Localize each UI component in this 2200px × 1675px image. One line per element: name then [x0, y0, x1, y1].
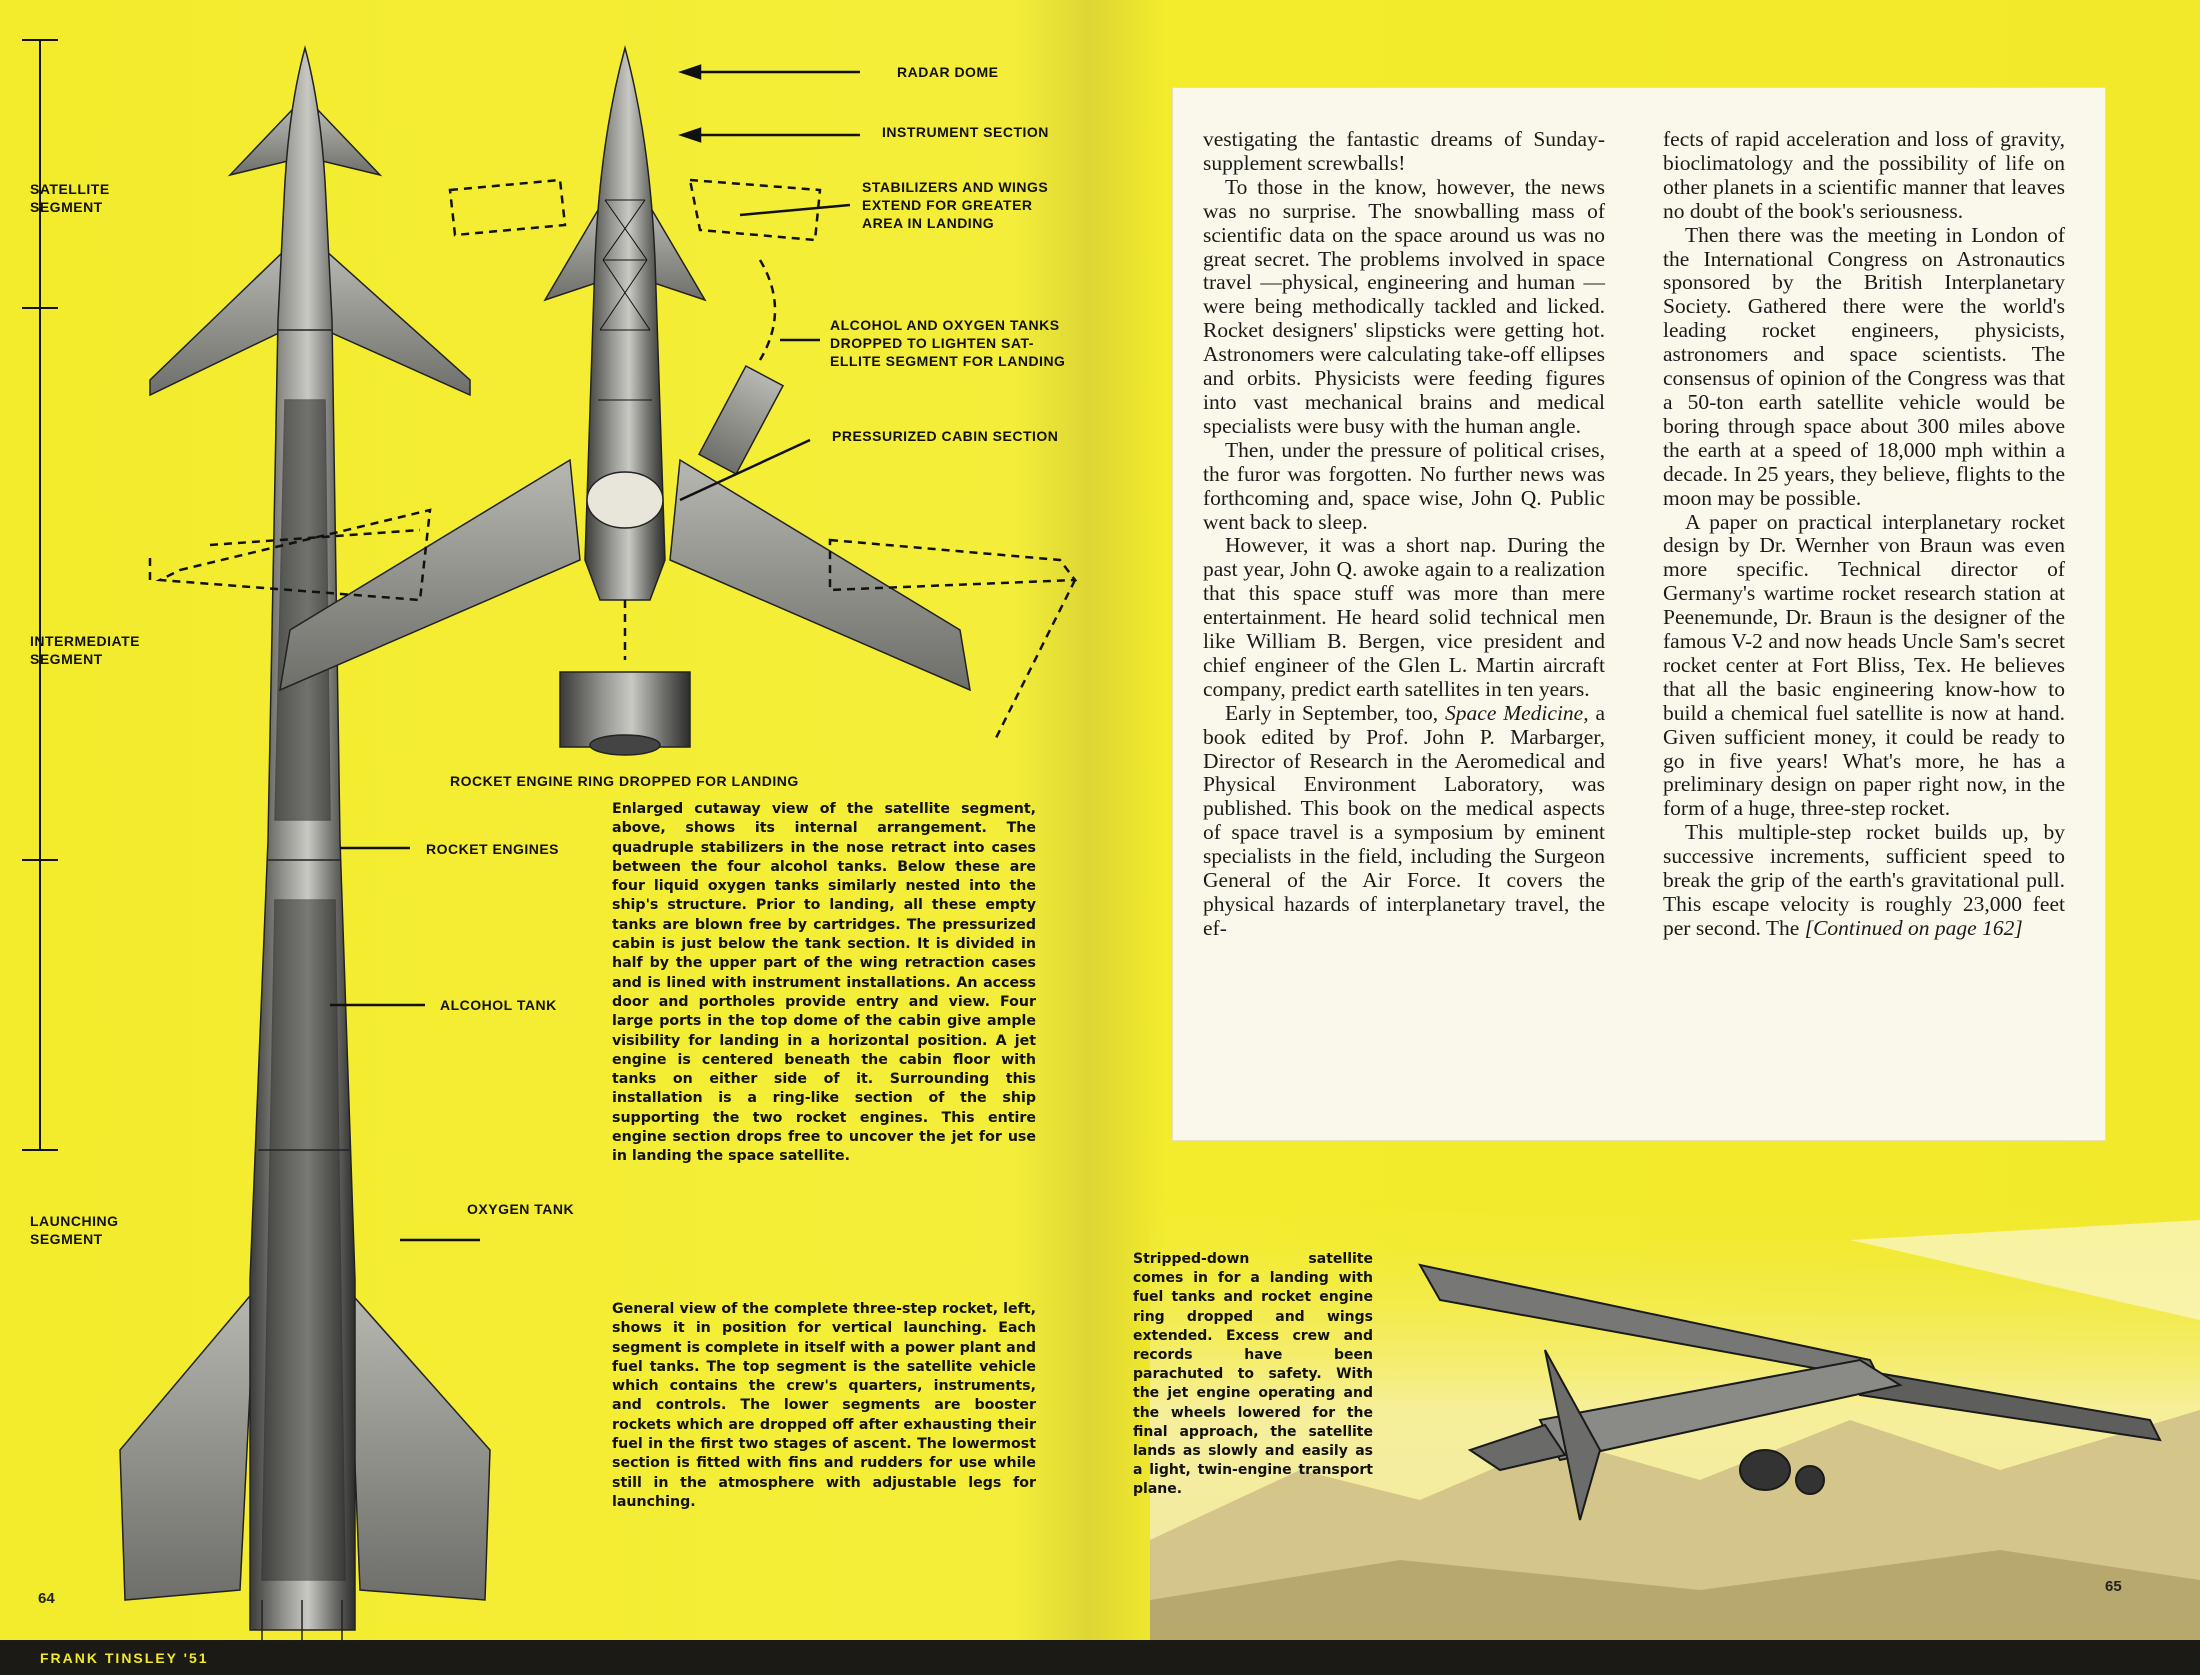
article-paragraph: vestigating the fantastic dreams of Sunday-supplement screwballs! — [1203, 127, 1605, 175]
ground-band — [0, 1640, 2200, 1675]
article-paragraph — [1663, 821, 2065, 941]
caption-cutaway: Enlarged cutaway view of the satellite segment, above, shows its internal arrangement. The quadruple stabilizers in the nose retract into cases between the four alcohol tanks. Below these are four liquid oxygen tanks similarly nested into the ship's structure. Prior to landing, all these empty tanks are blown free by cartridges. The pressurized cabin is just below the tank section. It is divided in half by the upper part of the wing retraction cases and is lined with instrument installations. An access door and portholes provide entry and view. Four large ports in the top dome of the cabin give ample visibility for landing in a horizontal position. A jet engine is centered beneath the cabin floor with tanks on either side of it. Surrounding this installation is a ring-like section of the ship supporting the two rocket engines. This entire engine section drops free to uncover the jet for use in landing the space satellite. — [612, 801, 1036, 1165]
article-paragraph: fects of rapid acceleration and loss of gravity, bioclimatology and the possibility of life on other planets in a scientific manner that leaves no doubt of the book's seriousness. — [1663, 127, 2065, 223]
caption-general-view: General view of the complete three-step rocket, left, shows it in position for vertical launching. Each segment is complete in itself with a power plant and fuel tanks. The top segment is the satellite vehicle which contains the crew's quarters, instruments, and controls. The lower segments are booster rockets which are dropped off after exhausting their fuel in the first two stages of ascent. The lowermost section is fitted with fins and rudders for use while still in the atmosphere with adjustable legs for launching. — [612, 1301, 1036, 1510]
label-engine-ring-dropped: ROCKET ENGINE RING DROPPED FOR LANDING — [450, 773, 799, 789]
label-pressurized-cabin: PRESSURIZED CABIN SECTION — [832, 428, 1059, 444]
book-title: Space Medicine, — [1445, 700, 1589, 725]
label-oxygen-tank: OXYGEN TANK — [467, 1201, 575, 1217]
text-run: Early in September, too, — [1225, 700, 1446, 725]
label-radar-dome: RADAR DOME — [897, 64, 999, 80]
label-instrument-section: INSTRUMENT SECTION — [882, 124, 1049, 140]
article-column-1 — [1203, 128, 1605, 941]
page-number-left: 64 — [38, 1590, 55, 1607]
artist-credit: FRANK TINSLEY '51 — [40, 1650, 209, 1666]
article-paragraph — [1203, 702, 1605, 941]
text-run: a book edited by Prof. John P. Marbarger, Director of Research in the Aeromedical and Physical Environment Laboratory, was published. This book on the medical aspects of space travel is a symposium by eminent specialists in the field, including the Surgeon General of the Air Force. It covers the physical hazards of interplanetary travel, the ef- — [1203, 700, 1605, 940]
article-paragraph: Then there was the meeting in London of the International Congress on Astronautics sponsored by the British Interplanetary Society. Gathered there were the world's leading rocket engineers, physicists, astronomers and space scientists. The consensus of opinion of the Congress was that a 50-ton earth satellite vehicle would be boring through space about 300 miles above the earth at a speed of 18,000 mph within a decade. In 25 years, they believe, flights to the moon may be possible. — [1663, 222, 2065, 510]
article-column-2 — [1663, 128, 2065, 941]
label-alcohol-oxygen-tanks: ALCOHOL AND OXYGEN TANKS DROPPED TO LIGHTEN SAT- ELLITE SEGMENT FOR LANDING — [830, 317, 1066, 369]
article-paragraph: To those in the know, however, the news was no surprise. The snowballing mass of scientific data on the space around us was no great secret. The problems involved in space travel —physical, engineering and human —were being methodically tackled and licked. Rocket designers' slipsticks were getting hot. Astronomers were calculating take-off ellipses and orbits. Physicists were feeding figures into vast mechanical brains and medical specialists were busy with the human angle. — [1203, 174, 1605, 438]
label-intermediate-segment: INTERMEDIATE SEGMENT — [30, 633, 140, 667]
label-satellite-segment: SATELLITE SEGMENT — [30, 181, 110, 215]
article-paragraph: However, it was a short nap. During the past year, John Q. awoke again to a realization that this space stuff was more than mere entertainment. He heard solid technical men like William B. Bergen, vice president and chief engineer of the Glen L. Martin aircraft company, predict earth satellites in ten years. — [1203, 533, 1605, 701]
article-text-box — [1173, 88, 2105, 1140]
continued-note: [Continued on page 162] — [1804, 915, 2023, 940]
caption-landing: Stripped-down satellite comes in for a landing with fuel tanks and rocket engine ring dropped and wings extended. Excess crew and records have been parachuted to safety. With the jet engine operating and the wheels lowered for the final approach, the satellite lands as slowly and easily as a light, twin-engine transport plane. — [1133, 1251, 1373, 1498]
label-rocket-engines: ROCKET ENGINES — [426, 841, 560, 857]
label-stabilizers-wings: STABILIZERS AND WINGS EXTEND FOR GREATER AREA IN LANDING — [862, 179, 1049, 231]
page-number-right: 65 — [2105, 1578, 2122, 1595]
label-alcohol-tank: ALCOHOL TANK — [440, 997, 557, 1013]
label-launching-segment: LAUNCHING SEGMENT — [30, 1213, 119, 1247]
article-paragraph: A paper on practical interplanetary rocket design by Dr. Wernher von Braun was even more specific. Technical director of Germany's wartime rocket research station at Peenemunde, Dr. Braun is the designer of the famous V-2 and now heads Uncle Sam's secret rocket center at Fort Bliss, Tex. He believes that all the basic engineering know-how to build a chemical fuel satellite is now at hand. Given sufficient money, it could be ready to go in five years! What's more, he has a preliminary design on paper right now, in the form of a huge, three-step rocket. — [1663, 509, 2065, 821]
article-paragraph: Then, under the pressure of political crises, the furor was forgotten. No further news was forthcoming and, space wise, John Q. Public went back to sleep. — [1203, 437, 1605, 534]
text-run: This multiple-step rocket builds up, by successive increments, sufficient speed to break the grip of the earth's gravitational pull. This escape velocity is roughly 23,000 feet per second. The — [1663, 820, 2065, 940]
